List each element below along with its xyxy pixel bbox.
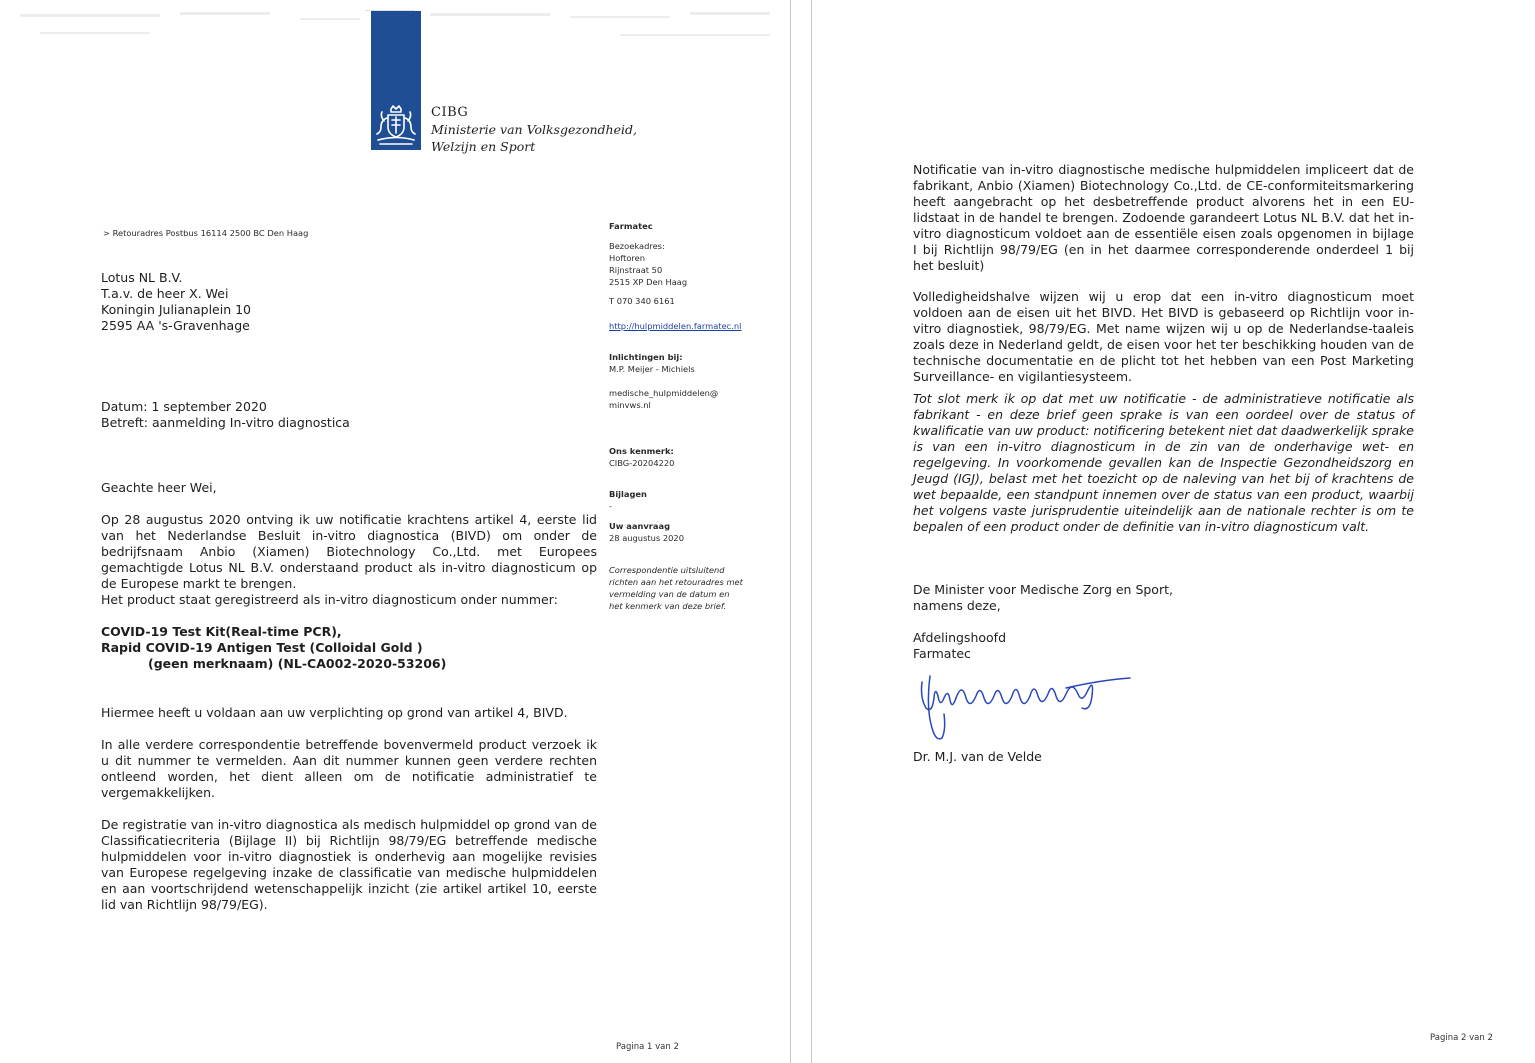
coat-of-arms-icon — [373, 103, 419, 149]
product-line: Rapid COVID-19 Antigen Test (Colloidal Gold ) — [101, 640, 423, 655]
website-link[interactable]: http://hulpmiddelen.farmatec.nl — [609, 321, 742, 331]
visit-line: Hoftoren — [609, 253, 646, 263]
return-address: > Retouradres Postbus 16114 2500 BC Den Haag — [103, 228, 309, 238]
product-block — [101, 624, 446, 672]
reference-value: CIBG-20204220 — [609, 458, 675, 468]
department-name: Farmatec — [609, 221, 653, 231]
visit-line: 2515 XP Den Haag — [609, 277, 688, 287]
body-paragraph: Op 28 augustus 2020 ontving ik uw notificatie krachtens artikel 4, eerste lid van het Nederlandse Besluit in-vitro diagnostica (BIVD) om onder de bedrijfsnaam Anbio (Xiamen) Biotechnology Co.,Ltd. met Europees gemachtigde Lotus NL B.V. onderstaand product als in-vitro diagnosticum op de Europese markt te brengen. — [101, 512, 597, 591]
visit-line: Rijnstraat 50 — [609, 265, 663, 275]
correspondence-note: het kenmerk van deze brief. — [609, 601, 727, 611]
body-paragraph: De registratie van in-vitro diagnostica als medisch hulpmiddel op grond van de Classificatiecriteria (Bijlage II) bij Richtlijn 98/79/EG betreffende medische hulpmiddelen voor in-vitro diagnostiek is onderhevig aan mogelijke revisies van Europese regelgeving inzake de classificatie van medische hulpmiddelen en aan voortschrijdend wetenschappelijk inzicht (zie artikel artikel 10, eerste lid van Richtlijn 98/79/EG). — [101, 817, 597, 912]
body-paragraph: Volledigheidshalve wijzen wij u erop dat een in-vitro diagnosticum moet voldoen aan de eisen uit het BIVD. Het BIVD is gebaseerd op Richtlijn voor in-vitro diagnostiek, 98/79/EG. Met name wijzen wij u op de Nederlandse-taaleis zoals deze in Nederland geldt, de eisen voor het ter beschikking houden van de technische documentatie en de plicht tot het hebben van een Post Marketing Surveillance- en vigilantiesysteem. — [913, 289, 1414, 384]
letter-page-2 — [812, 0, 1535, 1063]
handwritten-signature-icon — [916, 668, 1136, 746]
recipient-line: 2595 AA 's-Gravenhage — [101, 318, 250, 333]
visit-label: Bezoekadres: — [609, 241, 665, 251]
reference-label: Ons kenmerk: — [609, 446, 674, 456]
correspondence-note: richten aan het retouradres met — [609, 577, 743, 587]
body-paragraph: Hiermee heeft u voldaan aan uw verplichting op grond van artikel 4, BIVD. — [101, 705, 568, 720]
email-line: minvws.nl — [609, 400, 651, 410]
correspondence-note: vermelding van de datum en — [609, 589, 730, 599]
info-label: Inlichtingen bij: — [609, 352, 683, 362]
ministry-name-line1: Ministerie van Volksgezondheid, — [431, 122, 637, 137]
disclaimer-paragraph: Tot slot merk ik op dat met uw notificatie - de administratieve notificatie als fabrikant - en deze brief geen sprake is van een oordeel over de status of kwalificatie van uw product: notificering betekent niet dat daadwerkelijk sprake is van een in-vitro diagnosticum in de zin van de onderhavige wet- en regelgeving. In voorkomende gevallen kan de Inspectie Gezondheidszorg en Jeugd (IGJ), belast met het toezicht op de naleving van het bij of krachtens de wet bepaalde, een standpunt innemen over de status van een product, waarbij het volgens vaste jurisprudentie uiteindelijk aan de nationale rechter is om te bepalen of een product onder de definitie van in-vitro diagnosticum valt. — [913, 391, 1414, 534]
request-label: Uw aanvraag — [609, 521, 671, 531]
email-line: medische_hulpmiddelen@ — [609, 388, 719, 398]
ministry-name-line2: Welzijn en Sport — [431, 139, 536, 154]
signer-role: Afdelingshoofd — [913, 630, 1006, 645]
recipient-line: Lotus NL B.V. — [101, 270, 183, 285]
closing-line: namens deze, — [913, 598, 1001, 613]
recipient-address — [101, 270, 251, 334]
info-name: M.P. Meijer - Michiels — [609, 364, 695, 374]
body-paragraph: In alle verdere correspondentie betreffende bovenvermeld product verzoek ik u dit nummer te vermelden. Aan dit nummer kunnen geen verdere rechten ontleend worden, het dient alleen om de notificatie administratief te vergemakkelijken. — [101, 737, 597, 800]
body-paragraph: Notificatie van in-vitro diagnostische medische hulpmiddelen impliceert dat de fabrikant, Anbio (Xiamen) Biotechnology Co.,Ltd. de CE-conformiteitsmarkering heeft aangebracht op het desbetreffende product alvorens het in een EU-lidstaat in de handel te brengen. Zodoende garandeert Lotus NL B.V. dat het in-vitro diagnosticum voldoet aan de essentiële eisen zoals opgenomen in bijlage I bij Richtlijn 98/79/EG (en in het daarmee corresponderende onderdeel 1 bij het besluit) — [913, 162, 1414, 273]
request-value: 28 augustus 2020 — [609, 533, 684, 543]
page-number: Pagina 1 van 2 — [616, 1042, 679, 1052]
attachments-value: - — [609, 501, 612, 511]
page-number: Pagina 2 van 2 — [1430, 1033, 1493, 1043]
recipient-line: Koningin Julianaplein 10 — [101, 302, 252, 317]
phone-number: T 070 340 6161 — [609, 296, 675, 306]
letter-meta — [101, 399, 350, 431]
product-line: COVID-19 Test Kit(Real-time PCR), — [101, 624, 342, 639]
subject-line: Betreft: aanmelding In-vitro diagnostica — [101, 415, 350, 430]
correspondence-note: Correspondentie uitsluitend — [609, 565, 725, 575]
signer-name: Dr. M.J. van de Velde — [913, 749, 1042, 764]
product-number: (geen merknaam) (NL-CA002-2020-53206) — [148, 656, 447, 671]
closing-line: De Minister voor Medische Zorg en Sport, — [913, 582, 1173, 597]
page-separator — [790, 0, 791, 1063]
body-paragraph: Het product staat geregistreerd als in-vitro diagnosticum onder nummer: — [101, 592, 558, 607]
date-line: Datum: 1 september 2020 — [101, 399, 267, 414]
logo-text — [431, 104, 637, 155]
org-name: CIBG — [431, 105, 469, 120]
signer-department: Farmatec — [913, 646, 971, 661]
salutation: Geachte heer Wei, — [101, 480, 217, 495]
attachments-label: Bijlagen — [609, 489, 647, 499]
recipient-line: T.a.v. de heer X. Wei — [101, 286, 229, 301]
logo-bar — [371, 11, 421, 150]
